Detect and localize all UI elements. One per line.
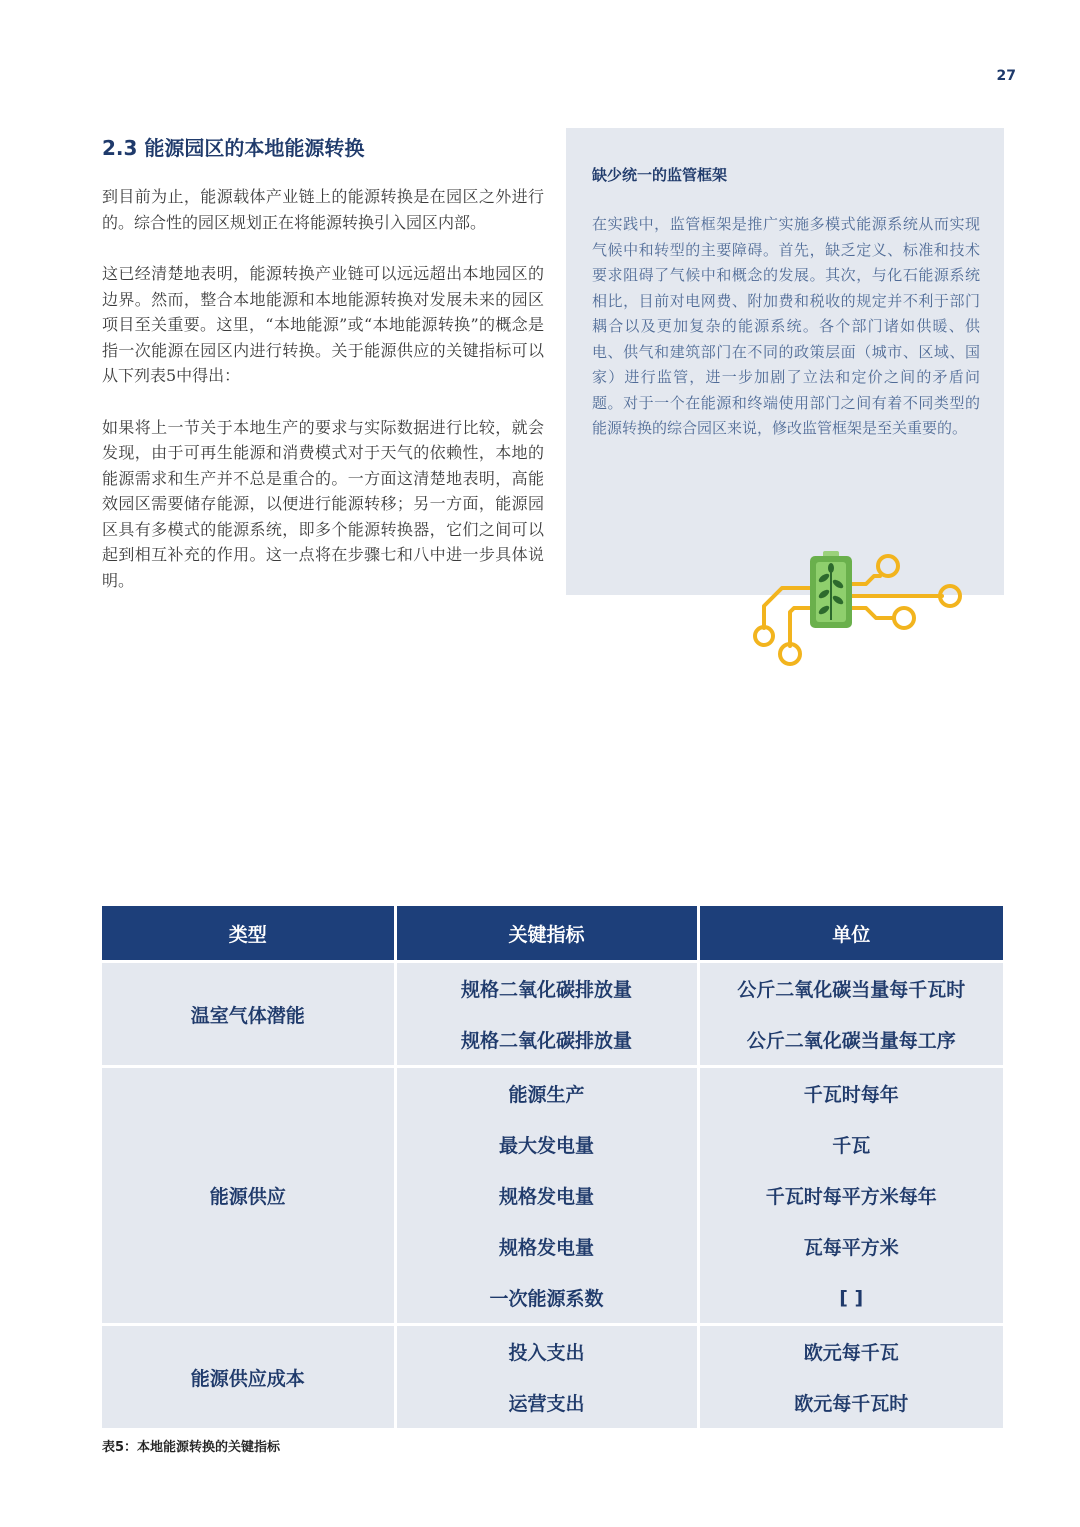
unit-cell: [ ] [698,1272,1003,1325]
table-header-row [102,906,1003,962]
indicator-cell: 投入支出 [395,1325,698,1378]
paragraph: 如果将上一节关于本地生产的要求与实际数据进行比较，就会发现，由于可再生能源和消费模式对于天气的依赖性，本地的能源需求和生产并不总是重合的。一方面这清楚地表明，高能效园区需要储存能源，以便进行能源转移；另一方面，能源园区具有多模式的能源系统，即多个能源转换器，它们之间可以起到相互补充的作用。这一点将在步骤七和八中进一步具体说明。 [102,417,544,590]
category-cell: 能源供应 [102,1067,395,1325]
table-caption: 表5：本地能源转换的关键指标 [102,1440,281,1455]
indicator-cell: 规格发电量 [395,1221,698,1272]
indicator-cell: 能源生产 [395,1067,698,1120]
unit-cell: 千瓦时每平方米每年 [698,1170,1003,1221]
sidebar-text: 在实践中，监管框架是推广实施多模式能源系统从而实现气候中和转型的主要障碍。首先，缺乏定义、标准和技术要求阻碍了气候中和概念的发展。其次，与化石能源系统相比，目前对电网费、附加费和税收的规定并不利于部门耦合以及更加复杂的能源系统。各个部门诸如供暖、供电、供气和建筑部门在不同的政策层面（城市、区域、国家）进行监管，进一步加剧了立法和定价之间的矛盾问题。对于一个在能源和终端使用部门之间有着不同类型的能源转换的综合园区来说，修改监管框架是至关重要的。 [592,215,980,437]
sidebar-box [566,128,1004,595]
kpi-table [102,906,1003,1428]
header-type: 类型 [102,906,395,962]
unit-cell: 欧元每千瓦时 [698,1377,1003,1428]
header-unit: 单位 [698,906,1003,962]
unit-cell: 千瓦 [698,1119,1003,1170]
battery-leaf-circuit-icon [746,548,978,670]
category-cell: 能源供应成本 [102,1325,395,1429]
indicator-cell: 规格二氧化碳排放量 [395,962,698,1015]
section-title: 2.3 能源园区的本地能源转换 [102,136,365,160]
unit-cell: 瓦每平方米 [698,1221,1003,1272]
body-text [102,184,544,619]
page-number: 27 [996,68,1016,84]
table-row [102,1325,1003,1378]
unit-cell: 千瓦时每年 [698,1067,1003,1120]
unit-cell: 公斤二氧化碳当量每工序 [698,1014,1003,1067]
header-indicator: 关键指标 [395,906,698,962]
paragraph: 这已经清楚地表明，能源转换产业链可以远远超出本地园区的边界。然而，整合本地能源和本地能源转换对发展未来的园区项目至关重要。这里，“本地能源”或“本地能源转换”的概念是指一次能源在园区内进行转换。关于能源供应的关键指标可以从下列表5中得出： [102,264,544,385]
sidebar-title: 缺少统一的监管框架 [592,166,728,184]
indicator-cell: 运营支出 [395,1377,698,1428]
table-row [102,962,1003,1015]
indicator-cell: 规格二氧化碳排放量 [395,1014,698,1067]
indicator-cell: 一次能源系数 [395,1272,698,1325]
indicator-cell: 规格发电量 [395,1170,698,1221]
paragraph: 到目前为止，能源载体产业链上的能源转换是在园区之外进行的。综合性的园区规划正在将能源转换引入园区内部。 [102,187,544,232]
unit-cell: 欧元每千瓦 [698,1325,1003,1378]
unit-cell: 公斤二氧化碳当量每千瓦时 [698,962,1003,1015]
category-cell: 温室气体潜能 [102,962,395,1067]
table-row [102,1067,1003,1120]
indicator-cell: 最大发电量 [395,1119,698,1170]
